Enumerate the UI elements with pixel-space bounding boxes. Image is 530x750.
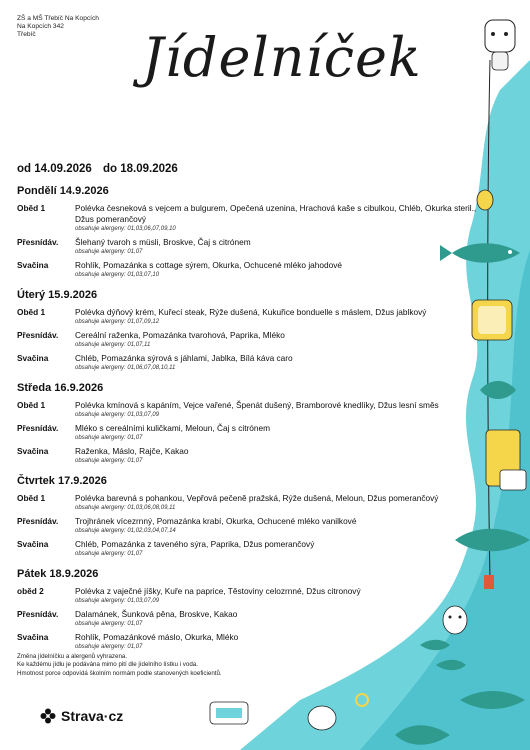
meal-allergens: obsahuje alergeny: 01,07 [75, 551, 143, 557]
meal-label: Přesnídáv. [17, 423, 59, 433]
meal-text: Trojhránek vícezrnný, Pomazánka krabí, Okurka, Ochucené mléko vanilkové [75, 516, 357, 526]
meal-row [17, 307, 477, 326]
meal-allergens: obsahuje alergeny: 01,03,07,09 [75, 412, 160, 418]
meal-row [17, 400, 477, 419]
meal-label: Přesnídáv. [17, 237, 59, 247]
day-section [17, 185, 477, 279]
meal-text: Polévka kmínová s kapáním, Vejce vařené, Špenát dušený, Bramborové knedlíky, Džus lesní směs [75, 400, 439, 410]
meal-text: Dalamánek, Šunková pěna, Broskve, Kakao [75, 609, 238, 619]
meal-text: Rohlík, Pomazánkové máslo, Okurka, Mléko [75, 632, 239, 642]
meal-label: Svačina [17, 446, 49, 456]
strava-logo[interactable] [40, 708, 123, 724]
meal-row [17, 353, 477, 372]
meal-row [17, 330, 477, 349]
meal-allergens: obsahuje alergeny: 01,07 [75, 249, 143, 255]
meal-label: Svačina [17, 260, 49, 270]
meal-row [17, 493, 477, 512]
meal-allergens: obsahuje alergeny: 01,03,07,10 [75, 272, 160, 278]
meal-text: Rohlík, Pomazánka s cottage sýrem, Okurka, Ochucené mléko jahodové [75, 260, 343, 270]
meal-allergens: obsahuje alergeny: 01,06,07,08,10,11 [75, 365, 176, 371]
meal-text: Polévka dýňový krém, Kuřecí steak, Rýže dušená, Kukuřice bonduelle s máslem, Džus jablkový [75, 307, 427, 317]
meal-label: Přesnídáv. [17, 516, 59, 526]
meal-text: Šlehaný tvaroh s müsli, Broskve, Čaj s citrónem [75, 237, 251, 247]
date-to: do 18.09.2026 [103, 163, 178, 175]
meal-text: Mléko s cereálními kuličkami, Meloun, Čaj s citrónem [75, 423, 271, 433]
meal-text: Polévka z vaječné jíšky, Kuře na paprice, Těstoviny celozrnné, Džus citronový [75, 586, 361, 596]
meal-row [17, 609, 477, 628]
meal-label: Přesnídáv. [17, 609, 59, 619]
day-section [17, 382, 477, 465]
note-line: Hmotnost porce odpovídá školním normám podle stanovených koeficientů. [17, 669, 222, 677]
meal-label: Svačina [17, 539, 49, 549]
meal-label: Svačina [17, 632, 49, 642]
school-city: Třebíč [17, 31, 36, 38]
meal-allergens: obsahuje alergeny: 01,03,06,08,09,11 [75, 505, 176, 511]
meal-row [17, 260, 477, 279]
meal-row [17, 539, 477, 558]
meal-allergens: obsahuje alergeny: 01,02,03,04,07,14 [75, 528, 176, 534]
meal-allergens: obsahuje alergeny: 01,07 [75, 435, 143, 441]
day-section [17, 568, 477, 651]
day-title: Úterý 15.9.2026 [17, 289, 98, 301]
meal-text: Raženka, Máslo, Rajče, Kakao [75, 446, 189, 456]
day-section [17, 475, 477, 558]
menu-days [17, 185, 477, 661]
meal-label: Oběd 1 [17, 307, 46, 317]
meal-label: Přesnídáv. [17, 330, 59, 340]
day-title: Pondělí 14.9.2026 [17, 185, 109, 197]
day-section [17, 289, 477, 372]
meal-label: oběd 2 [17, 586, 44, 596]
footer-notes [17, 653, 222, 678]
meal-allergens: obsahuje alergeny: 01,07 [75, 458, 143, 464]
meal-label: Svačina [17, 353, 49, 363]
school-address [17, 15, 99, 39]
meal-text: Chléb, Pomazánka sýrová s jáhlami, Jablka, Bílá káva caro [75, 353, 293, 363]
meal-allergens: obsahuje alergeny: 01,07,09,12 [75, 319, 160, 325]
meal-text: Polévka barevná s pohankou, Vepřová pečeně pražská, Rýže dušená, Meloun, Džus pomerančový [75, 493, 439, 503]
meal-text: Chléb, Pomazánka z taveného sýra, Paprika, Džus pomerančový [75, 539, 315, 549]
note-line: Změna jídelníčku a alergenů vyhrazena. [17, 653, 128, 660]
school-street: Na Kopcích 342 [17, 23, 64, 30]
day-title: Pátek 18.9.2026 [17, 568, 99, 580]
meal-allergens: obsahuje alergeny: 01,03,07,09 [75, 598, 160, 604]
page-title: Jídelníček [142, 26, 422, 89]
meal-row [17, 516, 477, 535]
strava-flower-icon [40, 708, 56, 724]
meal-row [17, 586, 477, 605]
meal-allergens: obsahuje alergeny: 01,03,06,07,09,10 [75, 226, 176, 232]
meal-allergens: obsahuje alergeny: 01,07 [75, 644, 143, 650]
brand-name: Strava·cz [61, 708, 124, 724]
meal-row [17, 237, 477, 256]
meal-row [17, 446, 477, 465]
meal-row [17, 203, 477, 233]
meal-text: Polévka česneková s vejcem a bulgurem, Opečená uzenina, Hrachová kaše s cibulkou, Chléb, Okurka steril., Džus pomerančový [75, 203, 477, 224]
date-range [17, 163, 186, 175]
note-line: Ke každému jídlu je podávána mimo pití dle jídelního lístku i voda. [17, 661, 198, 669]
meal-label: Oběd 1 [17, 203, 46, 213]
meal-allergens: obsahuje alergeny: 01,07 [75, 621, 143, 627]
school-name: ZŠ a MŠ Třebíč Na Kopcích [17, 15, 99, 22]
day-title: Středa 16.9.2026 [17, 382, 104, 394]
meal-label: Oběd 1 [17, 493, 46, 503]
meal-label: Oběd 1 [17, 400, 46, 410]
date-from: od 14.09.2026 [17, 163, 92, 175]
meal-text: Cereální raženka, Pomazánka tvarohová, Paprika, Mléko [75, 330, 285, 340]
meal-row [17, 423, 477, 442]
meal-row [17, 632, 477, 651]
meal-allergens: obsahuje alergeny: 01,07,11 [75, 342, 151, 348]
day-title: Čtvrtek 17.9.2026 [17, 475, 107, 487]
